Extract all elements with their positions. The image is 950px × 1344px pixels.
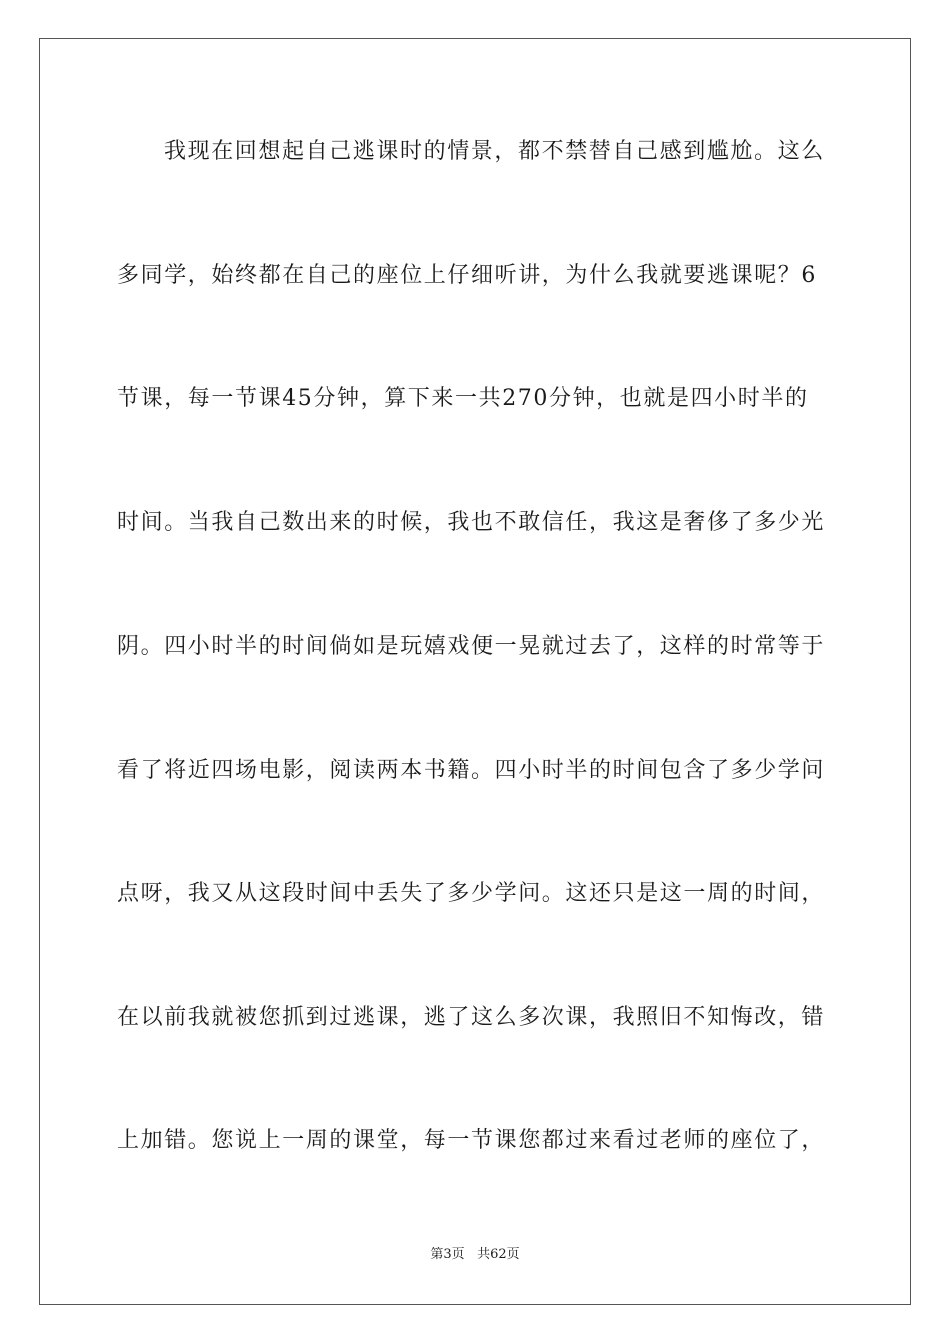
text-line: 看了将近四场电影，阅读两本书籍。四小时半的时间包含了多少学问	[117, 758, 826, 783]
text-line: 阴。四小时半的时间倘如是玩嬉戏便一晃就过去了，这样的时常等于	[117, 634, 826, 659]
page-border	[39, 38, 911, 1305]
page-number: 第3页	[430, 1247, 465, 1262]
text-line: 我现在回想起自己逃课时的情景，都不禁替自己感到尴尬。这么	[164, 139, 825, 164]
text-line: 点呀，我又从这段时间中丢失了多少学问。这还只是这一周的时间，	[117, 881, 826, 906]
page-total: 共62页	[477, 1247, 520, 1262]
text-line: 在以前我就被您抓到过逃课，逃了这么多次课，我照旧不知悔改，错	[117, 1005, 826, 1030]
text-line: 时间。当我自己数出来的时候，我也不敢信任，我这是奢侈了多少光	[117, 510, 826, 535]
page-footer	[0, 1246, 950, 1264]
text-line: 多同学，始终都在自己的座位上仔细听讲，为什么我就要逃课呢？6	[117, 263, 817, 288]
text-line: 节课，每一节课45分钟，算下来一共270分钟，也就是四小时半的	[117, 386, 809, 411]
text-line: 上加错。您说上一周的课堂，每一节课您都过来看过老师的座位了，	[117, 1128, 826, 1153]
